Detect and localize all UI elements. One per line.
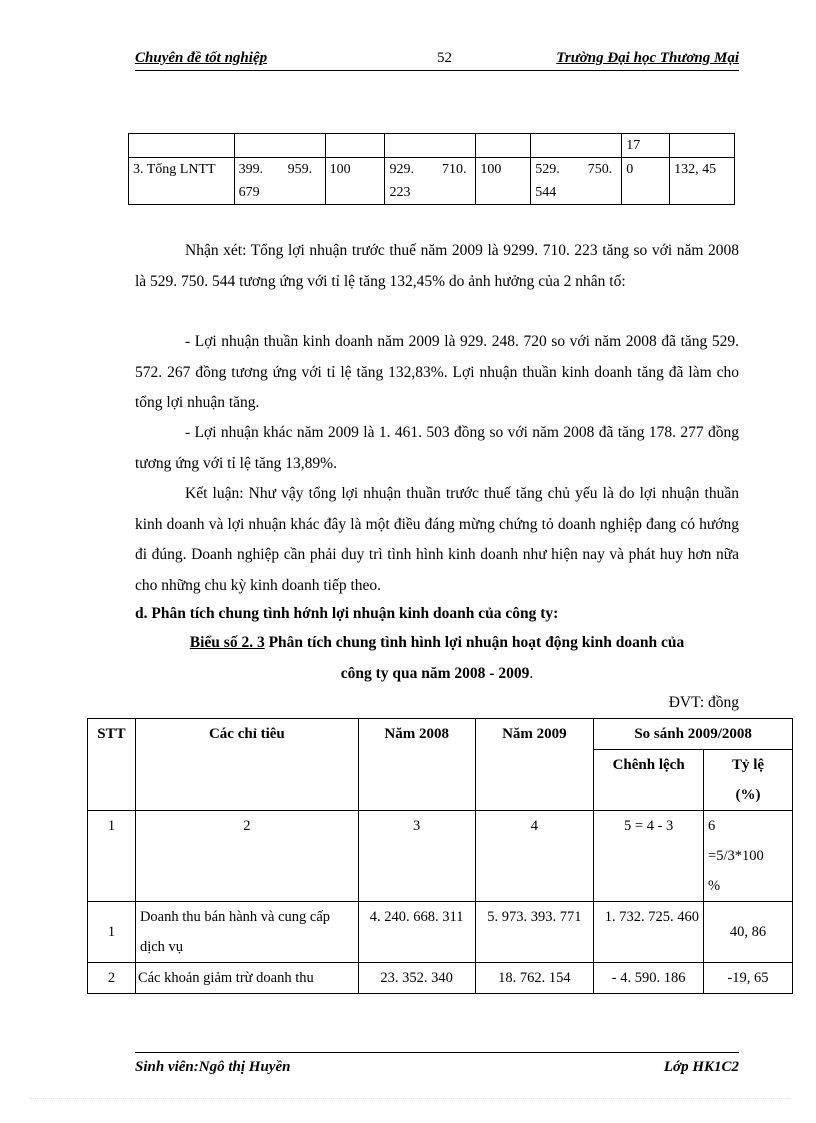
section-heading: d. Phân tích chung tình hớnh lợi nhuận kinh doanh của công ty: [135,605,559,622]
table-cell: 40, 86 [704,902,793,963]
table-cell: 2 [88,963,136,994]
table-row [88,902,793,963]
paragraph-business-profit: - Lợi nhuận thuần kinh doanh năm 2009 là 929. 248. 720 so với năm 2008 đã tăng 529. 572. 267 đồng tương ứng với tỉ lệ tăng 132,83%. Lợi nhuận thuần kinh doanh tăng đã làm cho tổng lợi nhuận tăng. [135,333,739,411]
table-cell: 1. 732. 725. 460 [594,902,704,963]
table-cell: 100 [476,158,531,205]
page-number: 52 [437,50,452,66]
caption-line2-text: công ty qua năm 2008 - 2009 [340,665,530,682]
footer-student: Sinh viên:Ngô thị Huyền [135,1059,291,1075]
table-cell [234,134,325,158]
header-school: Trường Đại học Thương Mại [556,50,739,66]
table-cell: 132, 45 [670,158,735,205]
table-cell: 4 [475,811,594,902]
footer-class: Lớp HK1C2 [663,1059,739,1075]
header-difference: Chênh lệch [594,750,704,811]
paragraph-conclusion: Kết luận: Như vậy tổng lợi nhuận thuần trước thuế tăng chủ yếu là do lợi nhuận thuần kinh doanh và lợi nhuận khác đây là một điều đáng mừng chứng tỏ doanh nghiệp đang có hướng đi đúng. Doanh nghiệp cần phải duy trì tình hình kinh doanh như hiện nay và phát huy hơn nữa cho những chu kỳ kinh doanh tiếp theo. [135,485,739,594]
table-cell: 5. 973. 393. 771 [475,902,594,963]
table-row [129,158,735,205]
table-cell: 2 [135,811,358,902]
table-cell: - 4. 590. 186 [594,963,704,994]
header-comparison: So sánh 2009/2008 [594,719,793,750]
unit-label: ĐVT: đồng [668,694,739,711]
table-row [129,134,735,158]
table-cell: 23. 352. 340 [358,963,475,994]
table-cell: 4. 240. 668. 311 [358,902,475,963]
table-cell [531,134,622,158]
table-row [88,963,793,994]
table-cell [325,134,385,158]
table-caption-line2 [135,659,739,690]
table-cell [670,134,735,158]
table-cell: 3. Tổng LNTT [129,158,235,205]
profit-analysis-table [87,718,793,994]
table-cell: 6 =5/3*100 % [704,811,793,902]
table-cell: Doanh thu bán hành và cung cấp dịch vụ [135,902,358,963]
header-indicators: Các chỉ tiêu [135,719,358,811]
paragraph-remark: Nhận xét: Tổng lợi nhuận trước thuế năm 2009 là 9299. 710. 223 tăng so với năm 2008 là 529. 750. 544 tương ứng với tỉ lệ tăng 132,45% do ảnh hưởng của 2 nhân tố: [135,242,739,290]
table-cell [476,134,531,158]
table-cell: 399. 959. 679 [234,158,325,205]
caption-period: . [529,665,534,682]
table-cell: 1 [88,811,136,902]
table-cell: 17 [622,134,670,158]
header-topic: Chuyên đề tốt nghiệp [135,50,268,66]
header-stt: STT [88,719,136,811]
table-cell: 5 = 4 - 3 [594,811,704,902]
continued-table [128,133,735,205]
table-cell: 929. 710. 223 [385,158,476,205]
table-cell: Các khoản giảm trừ doanh thu [135,963,358,994]
table-header-row [88,719,793,750]
table-cell: 0 [622,158,670,205]
paragraph-other-profit: - Lợi nhuận khác năm 2009 là 1. 461. 503 đồng so với năm 2008 đã tăng 178. 277 đồng tương ứng với tỉ lệ tăng 13,89%. [135,424,739,472]
table-cell: 529. 750. 544 [531,158,622,205]
caption-label: Biểu số 2. 3 [189,634,265,651]
page-header [135,48,739,71]
table-cell: 18. 762. 154 [475,963,594,994]
table-cell [129,134,235,158]
header-ratio: Tỷ lệ (%) [704,750,793,811]
header-year-2009: Năm 2009 [475,719,594,811]
header-year-2008: Năm 2008 [358,719,475,811]
table-cell: 100 [325,158,385,205]
page-footer [135,1052,739,1079]
table-cell: 1 [88,902,136,963]
caption-text: Phân tích chung tình hình lợi nhuận hoạt động kinh doanh của [264,634,685,651]
table-caption [135,628,739,659]
page-bottom-divider [30,1098,790,1099]
table-cell [385,134,476,158]
table-cell: -19, 65 [704,963,793,994]
table-cell: 3 [358,811,475,902]
table-row [88,811,793,902]
